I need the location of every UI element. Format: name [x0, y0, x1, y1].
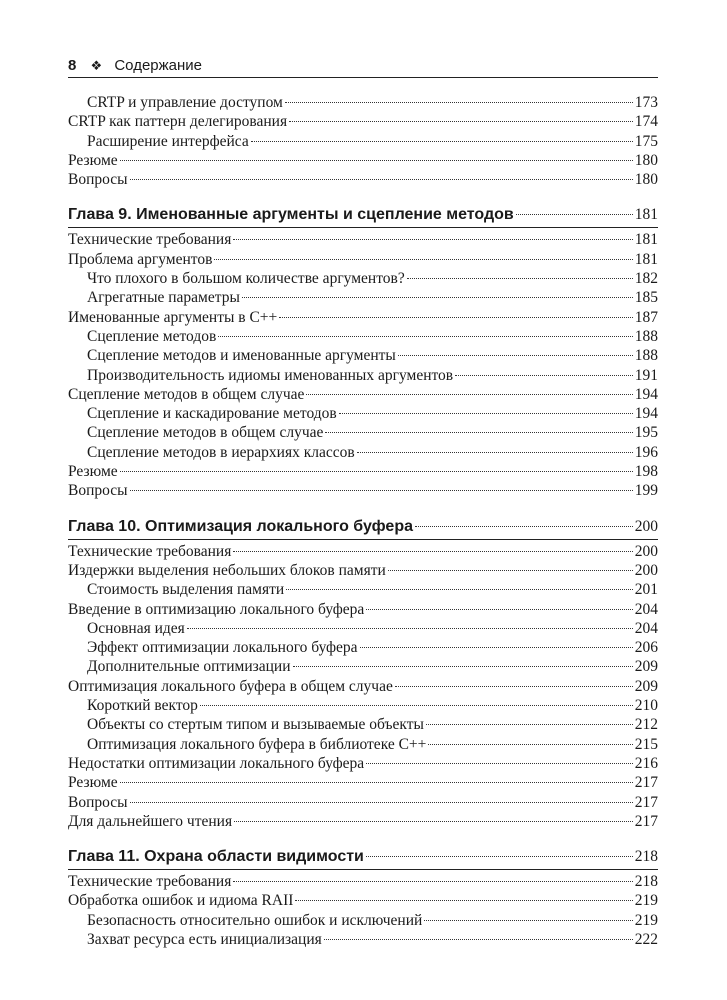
page-ref: 187 — [634, 308, 658, 326]
entry-title: Обработка ошибок и идиома RAII — [68, 892, 294, 910]
dot-leader — [242, 297, 633, 298]
entry-title: Сцепление методов в общем случае — [87, 424, 324, 442]
toc-entry — [68, 443, 658, 462]
toc-entry — [68, 580, 658, 599]
entry-title: Сцепление методов — [87, 327, 217, 345]
toc-entry — [68, 93, 658, 112]
entry-title: Эффект оптимизации локального буфера — [87, 639, 358, 657]
page-ref: 188 — [634, 347, 658, 365]
dot-leader — [187, 628, 633, 629]
dot-leader — [324, 939, 633, 940]
toc-entry — [68, 657, 658, 676]
entry-title: Именованные аргументы в C++ — [68, 308, 278, 326]
page-ref: 212 — [634, 716, 658, 734]
toc-entry — [68, 112, 658, 131]
toc-entry — [68, 230, 658, 249]
toc-entry — [68, 366, 658, 385]
toc-entry — [68, 619, 658, 638]
page-ref: 206 — [634, 639, 658, 657]
page-ref: 195 — [634, 424, 658, 442]
dot-leader — [293, 666, 633, 667]
page-ref: 217 — [634, 812, 658, 830]
toc-chapter-entry — [68, 516, 658, 537]
page-ref: 217 — [634, 793, 658, 811]
entry-title: Проблема аргументов — [68, 250, 213, 268]
dot-leader — [120, 160, 633, 161]
entry-title: Резюме — [68, 151, 118, 169]
toc-entry — [68, 638, 658, 657]
dot-leader — [516, 214, 633, 215]
dot-leader — [366, 609, 632, 610]
page-ref: 219 — [634, 911, 658, 929]
toc-entry — [68, 754, 658, 773]
page-ref: 215 — [634, 735, 658, 753]
toc-entry — [68, 872, 658, 891]
page-ref: 173 — [634, 94, 658, 111]
page-ref: 217 — [634, 774, 658, 792]
dot-leader — [130, 179, 633, 180]
page-ref: 209 — [634, 677, 658, 695]
chapter-title: Глава 9. Именованные аргументы и сцепление методов — [68, 206, 514, 224]
entry-title: Вопросы — [68, 793, 128, 811]
toc-entry — [68, 542, 658, 561]
header-rule — [68, 77, 658, 78]
page-ref: 200 — [634, 561, 658, 579]
entry-title: Сцепление методов и именованные аргументы — [87, 347, 396, 365]
page-ref: 185 — [634, 289, 658, 307]
entry-title: Расширение интерфейса — [87, 132, 249, 150]
toc-entry — [68, 793, 658, 812]
entry-title: Дополнительные оптимизации — [87, 658, 291, 676]
entry-title: Технические требования — [68, 542, 232, 560]
entry-title: Производительность идиомы именованных аргументов — [87, 366, 454, 384]
toc-entry — [68, 250, 658, 269]
toc-entry — [68, 170, 658, 189]
dot-leader — [339, 413, 633, 414]
page-ref: 210 — [634, 697, 658, 715]
page-ref: 196 — [634, 443, 658, 461]
dot-leader — [200, 705, 633, 706]
dot-leader — [233, 551, 632, 552]
entry-title: Оптимизация локального буфера в общем случае — [68, 677, 393, 695]
entry-title: Сцепление и каскадирование методов — [87, 405, 337, 423]
toc-entry — [68, 132, 658, 151]
page-ref: 191 — [634, 366, 658, 384]
dot-leader — [286, 589, 633, 590]
toc-entry — [68, 600, 658, 619]
dot-leader — [214, 259, 632, 260]
entry-title: Для дальнейшего чтения — [68, 812, 233, 830]
entry-title: Введение в оптимизацию локального буфера — [68, 600, 365, 618]
dot-leader — [289, 121, 633, 122]
toc-entry — [68, 327, 658, 346]
header-title: Содержание — [114, 57, 203, 74]
toc-entry — [68, 462, 658, 481]
toc-entry — [68, 269, 658, 288]
toc-chapter-entry — [68, 846, 658, 867]
page-ref: 180 — [634, 171, 658, 189]
dot-leader — [455, 375, 633, 376]
entry-title: Короткий вектор — [87, 697, 198, 715]
page-ref: 181 — [634, 250, 658, 268]
toc-entry — [68, 715, 658, 734]
toc-entry — [68, 677, 658, 696]
dot-leader — [130, 490, 633, 491]
dot-leader — [279, 317, 632, 318]
toc-entry — [68, 308, 658, 327]
book-page — [68, 0, 658, 1000]
dot-leader — [295, 900, 632, 901]
dot-leader — [357, 452, 633, 453]
page-ref: 222 — [634, 930, 658, 948]
page-ref: 199 — [634, 482, 658, 500]
toc-entry — [68, 346, 658, 365]
page-ref: 182 — [634, 270, 658, 288]
page-ref: 218 — [634, 873, 658, 891]
dot-leader — [120, 471, 633, 472]
dot-leader — [233, 881, 632, 882]
entry-title: Что плохого в большом количестве аргументов? — [87, 270, 405, 288]
page-ref: 194 — [634, 385, 658, 403]
toc-entry — [68, 151, 658, 170]
entry-title: Резюме — [68, 463, 118, 481]
page-ref: 218 — [634, 848, 658, 866]
page-ref: 180 — [634, 151, 658, 169]
toc-entry — [68, 481, 658, 500]
entry-title: Издержки выделения небольших блоков памяти — [68, 561, 386, 579]
toc-entry — [68, 812, 658, 831]
toc-entry — [68, 561, 658, 580]
chapter-rule — [68, 539, 658, 540]
page-ref: 204 — [634, 619, 658, 637]
chapter-title: Глава 11. Охрана области видимости — [68, 848, 364, 866]
page-ref: 188 — [634, 327, 658, 345]
page-ref: 209 — [634, 658, 658, 676]
entry-title: Основная идея — [87, 619, 185, 637]
page-number: 8 — [68, 57, 77, 74]
entry-title: Безопасность относительно ошибок и исключений — [87, 911, 423, 929]
dot-leader — [424, 920, 632, 921]
entry-title: Технические требования — [68, 873, 232, 891]
chapter-title: Глава 10. Оптимизация локального буфера — [68, 517, 413, 535]
toc-entry — [68, 773, 658, 792]
dot-leader — [306, 394, 632, 395]
page-ref: 181 — [634, 206, 658, 224]
toc-entry — [68, 385, 658, 404]
page-ref: 219 — [634, 892, 658, 910]
page-ref: 200 — [634, 517, 658, 535]
entry-title: Стоимость выделения памяти — [87, 581, 285, 599]
entry-title: Объекты со стертым типом и вызываемые объекты — [87, 716, 424, 734]
page-ref: 181 — [634, 231, 658, 249]
page-ref: 216 — [634, 754, 658, 772]
page-ref: 200 — [634, 542, 658, 560]
dot-leader — [285, 102, 633, 103]
dot-leader — [233, 239, 632, 240]
dot-leader — [398, 355, 633, 356]
toc-entry — [68, 735, 658, 754]
dot-leader — [415, 526, 633, 527]
dot-leader — [251, 141, 633, 142]
entry-title: Агрегатные параметры — [87, 289, 240, 307]
page-ref: 201 — [634, 581, 658, 599]
dot-leader — [120, 782, 633, 783]
toc-entry — [68, 911, 658, 930]
entry-title: CRTP как паттерн делегирования — [68, 113, 288, 131]
entry-title: CRTP и управление доступом — [87, 94, 283, 111]
page-ref: 175 — [634, 132, 658, 150]
dot-leader — [428, 744, 632, 745]
entry-title: Вопросы — [68, 171, 128, 189]
dot-leader — [388, 570, 633, 571]
dot-leader — [218, 336, 632, 337]
dot-leader — [130, 802, 633, 803]
toc-entry — [68, 288, 658, 307]
page-ref: 204 — [634, 600, 658, 618]
entry-title: Сцепление методов в иерархиях классов — [87, 443, 355, 461]
page-ref: 174 — [634, 113, 658, 131]
entry-title: Сцепление методов в общем случае — [68, 385, 305, 403]
page-ref: 194 — [634, 405, 658, 423]
entry-title: Резюме — [68, 774, 118, 792]
dot-leader — [325, 432, 632, 433]
running-header — [68, 56, 658, 78]
toc-entry — [68, 930, 658, 949]
toc-entry — [68, 891, 658, 910]
toc-chapter-entry — [68, 204, 658, 225]
toc-entry — [68, 696, 658, 715]
entry-title: Вопросы — [68, 482, 128, 500]
entry-title: Оптимизация локального буфера в библиотеке C++ — [87, 735, 427, 753]
page-ref: 198 — [634, 463, 658, 481]
dot-leader — [360, 647, 633, 648]
dot-leader — [366, 856, 633, 857]
chapter-rule — [68, 869, 658, 870]
dot-leader — [426, 724, 633, 725]
entry-title: Захват ресурса есть инициализация — [87, 930, 322, 948]
entry-title: Недостатки оптимизации локального буфера — [68, 754, 365, 772]
dot-leader — [407, 278, 633, 279]
table-of-contents — [68, 93, 658, 949]
dot-leader — [234, 821, 633, 822]
diamond-ornament-icon: ❖ — [90, 58, 103, 73]
dot-leader — [366, 763, 633, 764]
toc-entry — [68, 423, 658, 442]
chapter-rule — [68, 227, 658, 228]
entry-title: Технические требования — [68, 231, 232, 249]
toc-entry — [68, 404, 658, 423]
dot-leader — [395, 686, 633, 687]
